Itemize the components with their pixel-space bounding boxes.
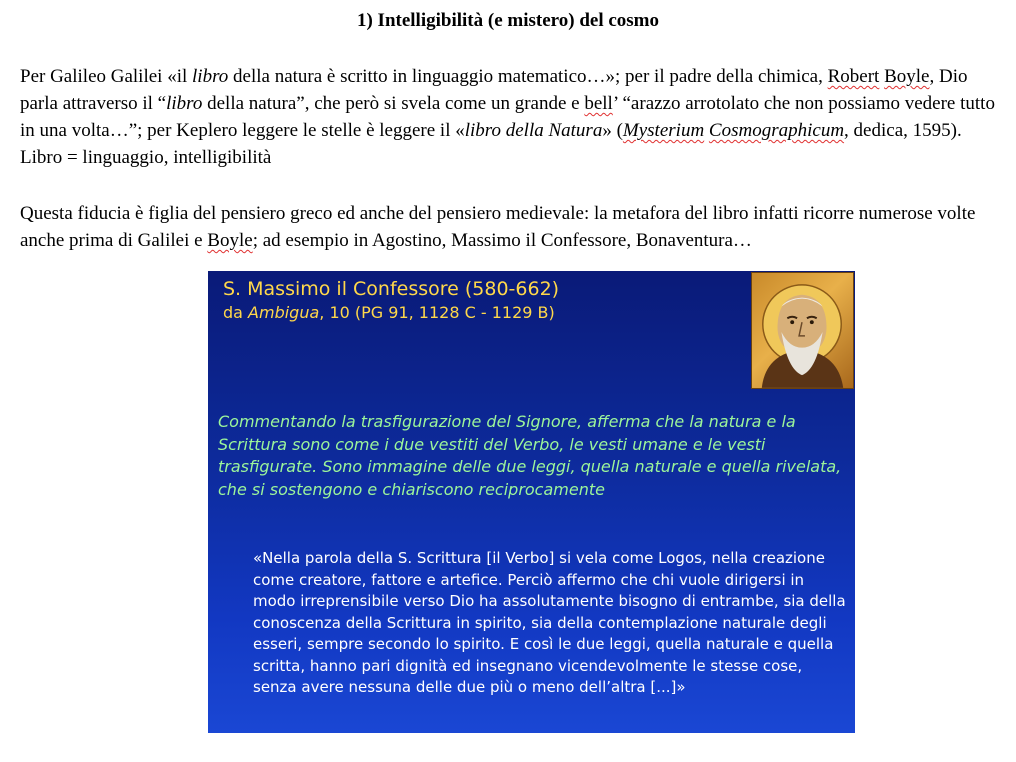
- document-title: 1) Intelligibilità (e mistero) del cosmo: [356, 10, 659, 31]
- slide-title: S. Massimo il Confessore (580-662): [223, 278, 560, 300]
- text-run-italic: libro: [192, 66, 229, 87]
- text-run: della natura”, che però si svela come un grande e: [202, 93, 585, 114]
- spellcheck-word: Robert: [827, 66, 880, 87]
- spellcheck-word: Boyle: [884, 66, 930, 87]
- saint-icon: [751, 272, 854, 389]
- spellcheck-word: Boyle: [207, 230, 253, 251]
- text-run: Questa fiducia è figlia del pensiero greco ed anche del pensiero medievale: la metafora del libro infatti ricorre numerose volte anche prima di Galilei e: [20, 203, 976, 251]
- text-run: ’ “arazzo arrotolato che non possiamo vedere tutto in una volta…”; per Keplero leggere le stelle è leggere il «: [20, 93, 995, 141]
- text-run: » (: [602, 120, 623, 141]
- paragraph-fiducia: [20, 200, 1005, 254]
- paragraph-galilei: [20, 63, 1005, 171]
- text-run-italic: libro: [166, 93, 203, 114]
- slide-subtitle: [223, 303, 555, 323]
- subtitle-prefix: da: [223, 303, 249, 322]
- text-run: ; ad esempio in Agostino, Massimo il Confessore, Bonaventura…: [252, 230, 752, 251]
- subtitle-reference: , 10 (PG 91, 1128 C - 1129 B): [319, 303, 555, 322]
- text-run: Per Galileo Galilei «il: [20, 66, 193, 87]
- slide-summary: Commentando la trasfigurazione del Signore, afferma che la natura e la Scrittura sono come i due vestiti del Verbo, le vesti umane e le vesti trasfigurate. Sono immagine delle due leggi, quella naturale e quella rivelata, che si sostengono e chiariscono reciprocamente: [218, 412, 842, 499]
- text-run-italic: libro della Natura: [464, 120, 603, 141]
- slide-quote: «Nella parola della S. Scrittura [il Verbo] si vela come Logos, nella creazione come creatore, fattore e artefice. Perciò affermo che chi vuole dirigersi in modo irreprensibile verso Dio ha assolutamente bisogno di entrambe, sia della conoscenza della Scrittura in spirito, sia della contemplazione naturale degli esseri, sempre secondo lo spirito. E così le due leggi, quella naturale e quella scritta, hanno pari dignità ed insegnano vicendevolmente le stesse cose, senza avere nessuna delle due più o meno dell’altra [...]»: [253, 549, 846, 696]
- spellcheck-word: Mysterium: [622, 120, 705, 141]
- spellcheck-word: bell: [584, 93, 613, 114]
- text-run: , dedica, 1595). Libro = linguaggio, intelligibilità: [20, 120, 962, 168]
- text-run: della natura è scritto in linguaggio matematico…»; per il padre della chimica,: [228, 66, 828, 87]
- spellcheck-word: Cosmographicum: [708, 120, 845, 141]
- text-run: , Dio parla attraverso il “: [20, 66, 968, 114]
- subtitle-work: Ambigua: [248, 303, 320, 322]
- embedded-slide: [208, 271, 855, 733]
- saint-portrait: [752, 273, 853, 388]
